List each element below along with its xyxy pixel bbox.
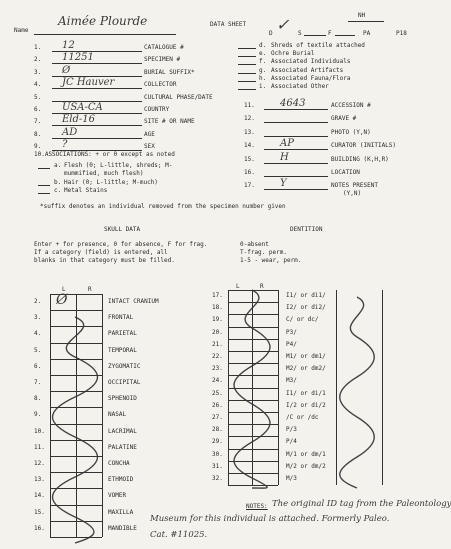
instruction-line-3: blanks in that category must be filled.	[34, 257, 175, 264]
dent-row-label: I/2 or di/2	[286, 401, 326, 409]
skull-row-number: 12.	[34, 460, 45, 467]
instruction-line-2: If a category (field) is entered, all	[34, 249, 168, 256]
name-label: Name	[14, 27, 29, 34]
right-field-label: LOCATION	[331, 169, 360, 176]
dent-grid-row-line	[228, 461, 278, 462]
dent-grid-row-line	[228, 327, 278, 328]
skull-row-label: VOMER	[108, 492, 127, 500]
field-label: SITE # OR NAME	[144, 118, 195, 126]
skull-grid-mid-border	[76, 294, 77, 537]
skull-row-number: 4.	[34, 330, 42, 338]
dent-row-number: 24.	[212, 377, 223, 385]
skull-grid-row-line	[50, 407, 102, 408]
right-field-label-cont: (Y,N)	[343, 190, 362, 198]
nh-label: NH	[358, 12, 366, 19]
field-value: AD	[62, 126, 78, 138]
skull-row-label: ETHMOID	[108, 476, 134, 484]
dent-col-l: L	[236, 283, 240, 290]
assoc-line	[238, 56, 256, 57]
field-value: Eld-16	[62, 114, 96, 126]
skull-grid-row-line	[50, 326, 102, 327]
assoc-item-letter: b.	[54, 179, 62, 186]
dent-grid-row-line	[228, 339, 278, 340]
dent-row-label: P/4	[286, 438, 297, 446]
dentition-title: DENTITION	[290, 226, 323, 233]
right-field-label: BUILDING (K,H,R)	[331, 155, 389, 163]
skull-row-number: 8.	[34, 395, 42, 403]
notes-line-1: The original ID tag from the Paleontology	[272, 499, 451, 509]
skull-row-label: NASAL	[108, 411, 127, 419]
s-label: S	[298, 30, 302, 37]
dent-grid-row-line	[228, 314, 278, 315]
right-field-line	[264, 109, 328, 110]
field-number: 6.	[34, 106, 42, 113]
right-field-value: AP	[280, 138, 294, 150]
dent-code-frag: T-frag. perm.	[240, 249, 287, 256]
skull-row-mark: Ø	[56, 292, 68, 308]
field-label: CULTURAL PHASE/DATE	[144, 93, 213, 101]
assoc-item-line	[38, 193, 50, 194]
dent-row-label: I2/ or di2/	[286, 304, 326, 312]
dent-grid-row-line	[228, 388, 278, 389]
d-label: D	[269, 30, 273, 37]
right-field-label: NOTES PRESENT	[331, 182, 378, 190]
skull-col-r: R	[88, 286, 92, 293]
dentition-scribble-right	[332, 295, 382, 490]
field-value: 11251	[62, 52, 94, 64]
dentition-scribble-left	[228, 288, 278, 490]
assoc-item-letter: c.	[54, 187, 62, 194]
dent-row-number: 21.	[212, 340, 223, 348]
assoc-text: Associated Other	[271, 83, 329, 90]
right-field-value: H	[280, 151, 289, 163]
skull-row-label: MANDIBLE	[108, 524, 137, 532]
dent-grid-row-line	[228, 485, 278, 486]
skull-row-label: CONCHA	[108, 460, 130, 467]
skull-scribble	[50, 315, 100, 545]
dent-grid-row-line	[228, 351, 278, 352]
skull-row-label: ZYGOMATIC	[108, 362, 141, 370]
assoc-letter: d.	[259, 42, 267, 49]
field-value: JC Hauver	[62, 77, 115, 89]
dent-row-number: 27.	[212, 414, 223, 421]
field-number: 4.	[34, 81, 42, 89]
field-number: 9.	[34, 143, 42, 151]
right-field-label: GRAVE #	[331, 115, 357, 123]
dent-grid-row-line	[228, 412, 278, 413]
dent-grid-row-line	[228, 424, 278, 425]
assoc-letter: h.	[259, 74, 267, 82]
skull-row-label: LACRIMAL	[108, 427, 137, 435]
skull-row-label: MAXILLA	[108, 508, 134, 516]
skull-row-number: 2.	[34, 298, 42, 305]
skull-row-label: FRONTAL	[108, 314, 134, 322]
assoc-line	[238, 64, 256, 65]
field-number: 5.	[34, 93, 42, 101]
skull-row-label: PARIETAL	[108, 330, 137, 338]
dent-row-label: P/3	[286, 426, 297, 434]
assoc-item-line	[38, 185, 50, 186]
dent-grid-row-line	[228, 302, 278, 303]
skull-grid-row-line	[50, 359, 102, 360]
data-sheet-title: DATA SHEET	[210, 21, 247, 28]
dent-grid-row-line	[228, 400, 278, 401]
pa-label: PA	[363, 30, 371, 37]
skull-grid-row-line	[50, 343, 102, 344]
assoc-letter: g.	[259, 66, 267, 74]
skull-grid-row-line	[50, 375, 102, 376]
f-label: F	[328, 30, 332, 37]
dent-row-label: M/2 or dm/2	[286, 462, 326, 470]
dent-grid-row-line	[228, 449, 278, 450]
assoc-item-text: Hair (0; L-little; M-much)	[64, 179, 158, 186]
skull-grid-row-line	[50, 391, 102, 392]
right-field-number: 13.	[244, 128, 255, 136]
skull-grid-row-line	[50, 440, 102, 441]
dent-row-label: /C or /dc	[286, 414, 319, 421]
skull-row-number: 7.	[34, 379, 42, 386]
dent-grid-row-line	[228, 363, 278, 364]
dent-row-number: 22.	[212, 353, 223, 360]
skull-row-number: 6.	[34, 362, 42, 370]
dent-row-label: P3/	[286, 328, 297, 336]
right-field-label: CURATOR (INITIALS)	[331, 142, 397, 150]
dent-code-absent: 0-absent	[240, 241, 269, 248]
skull-grid-right-border	[102, 294, 103, 537]
f-line	[335, 35, 355, 36]
name-line	[34, 34, 176, 35]
dent-row-number: 20.	[212, 328, 223, 336]
right-field-line	[264, 189, 328, 190]
right-field-number: 16.	[244, 169, 255, 176]
dent-grid-right-border	[278, 290, 279, 485]
nh-line	[348, 21, 384, 22]
field-label: AGE	[144, 130, 155, 138]
skull-grid-row-line	[50, 310, 102, 311]
skull-row-number: 16.	[34, 524, 45, 532]
field-line	[52, 150, 142, 151]
skull-grid-row-line	[50, 456, 102, 457]
assoc-letter: i.	[259, 83, 267, 90]
assoc-text: Associated Individuals	[271, 58, 351, 66]
dent-row-number: 18.	[212, 304, 223, 312]
right-field-line	[264, 136, 328, 137]
assoc-line	[238, 73, 256, 74]
field-number: 1.	[34, 44, 42, 51]
assoc-letter: f.	[259, 58, 267, 66]
field-number: 8.	[34, 130, 42, 138]
d-checkmark: ✓	[276, 15, 290, 34]
skull-col-l: L	[62, 286, 66, 293]
right-field-line	[264, 176, 328, 177]
dent-row-number: 29.	[212, 438, 223, 446]
s-line	[304, 35, 326, 36]
dent-grid-row-line	[228, 290, 278, 291]
skull-row-label: INTACT CRANIUM	[108, 298, 159, 305]
dent-row-label: M1/ or dm1/	[286, 353, 326, 360]
dent-row-number: 30.	[212, 450, 223, 458]
skull-row-number: 10.	[34, 427, 45, 435]
assoc-item-text-cont: mummified, much flesh)	[64, 170, 144, 177]
dent-row-label: P4/	[286, 340, 297, 348]
field-value: Ø	[62, 64, 71, 76]
assoc-letter: e.	[259, 50, 267, 58]
dent-row-number: 23.	[212, 365, 223, 373]
field-label: COUNTRY	[144, 106, 170, 113]
notes-label: NOTES:	[246, 503, 268, 510]
assoc-text: Associated Artifacts	[271, 66, 344, 74]
dent-code-wear: 1-5 - wear, perm.	[240, 257, 302, 264]
field-label: CATALOGUE #	[144, 44, 184, 51]
dent-row-label: I1/ or di1/	[286, 292, 326, 299]
skull-data-title: SKULL DATA	[104, 226, 141, 233]
dent-row-number: 28.	[212, 426, 223, 434]
skull-grid-row-line	[50, 424, 102, 425]
dent-row-label: M/3	[286, 475, 297, 482]
right-field-label: PHOTO (Y,N)	[331, 128, 371, 136]
dent-row-label: M/1 or dm/1	[286, 450, 326, 458]
skull-grid-left-border	[50, 294, 51, 537]
dent-row-number: 25.	[212, 389, 223, 397]
dent-grid-row-line	[228, 375, 278, 376]
assoc-text: Ochre Burial	[271, 50, 315, 58]
skull-row-number: 5.	[34, 346, 42, 354]
skull-row-number: 13.	[34, 476, 45, 484]
suffix-note: *suffix denotes an individual removed from the specimen number given	[40, 203, 286, 210]
field-label: BURIAL SUFFIX*	[144, 68, 195, 76]
assoc-text: Associated Fauna/Flora	[271, 74, 351, 82]
dent-right-col-left-border	[336, 290, 337, 485]
assoc-line	[238, 48, 256, 49]
dent-row-number: 31.	[212, 462, 223, 470]
assoc-item-line	[38, 168, 50, 169]
dent-row-label: M3/	[286, 377, 297, 385]
right-field-number: 11.	[244, 102, 255, 109]
notes-line-2: Museum for this individual is attached. Formerly Paleo.	[150, 514, 390, 524]
dent-grid-row-line	[228, 436, 278, 437]
skull-row-number: 15.	[34, 508, 45, 516]
assoc-text: Shreds of textile attached	[271, 42, 365, 49]
dent-row-number: 19.	[212, 316, 223, 324]
right-field-line	[264, 149, 328, 150]
dent-row-label: C/ or dc/	[286, 316, 319, 324]
right-field-value: 4643	[280, 98, 306, 109]
skull-row-label: SPHENOID	[108, 395, 137, 403]
page-label: P18	[396, 30, 407, 37]
assoc-item-letter: a.	[54, 162, 62, 169]
assoc-line	[238, 89, 256, 90]
dent-col-r: R	[260, 283, 264, 290]
right-field-number: 12.	[244, 115, 255, 123]
right-field-number: 15.	[244, 155, 255, 163]
field-label: COLLECTOR	[144, 81, 177, 89]
dent-row-number: 17.	[212, 292, 223, 299]
skull-grid-row-line	[50, 537, 102, 538]
assoc-item-text: Flesh (0; L-little, shreds; M-	[64, 162, 173, 169]
field-number: 3.	[34, 68, 42, 76]
right-field-line	[264, 163, 328, 164]
skull-row-label: PALATINE	[108, 443, 137, 451]
field-number: 2.	[34, 56, 42, 64]
notes-line-3: Cat. #11025.	[150, 530, 208, 540]
skull-grid-row-line	[50, 472, 102, 473]
right-field-number: 14.	[244, 142, 255, 150]
assoc-line	[238, 81, 256, 82]
skull-row-label: OCCIPITAL	[108, 379, 141, 386]
skull-grid-row-line	[50, 488, 102, 489]
dent-right-col-right-border	[382, 290, 383, 485]
field-label: SEX	[144, 143, 155, 151]
field-number: 7.	[34, 118, 42, 126]
skull-row-number: 11.	[34, 443, 45, 451]
dent-grid-row-line	[228, 473, 278, 474]
dent-row-label: I1/ or di/1	[286, 389, 326, 397]
right-field-line	[264, 122, 328, 123]
right-field-number: 17.	[244, 182, 255, 190]
associations-header: 10.ASSOCIATIONS: + or 0 except as noted	[34, 151, 175, 158]
instruction-line-1: Enter + for presence, 0 for absence, F for frag.	[34, 241, 208, 248]
right-field-value: Y	[280, 178, 287, 190]
skull-grid-row-line	[50, 521, 102, 522]
skull-row-number: 14.	[34, 492, 45, 500]
dent-row-label: M2/ or dm2/	[286, 365, 326, 373]
field-value: USA-CA	[62, 102, 103, 113]
field-value: ?	[62, 139, 68, 151]
dent-row-number: 26.	[212, 401, 223, 409]
field-value: 12	[62, 40, 75, 51]
skull-row-label: TEMPORAL	[108, 346, 137, 354]
dent-row-number: 32.	[212, 475, 223, 482]
name-value: Aimée Plourde	[58, 14, 148, 28]
skull-row-number: 9.	[34, 411, 42, 419]
skull-grid-row-line	[50, 505, 102, 506]
skull-row-number: 3.	[34, 314, 42, 322]
field-line	[52, 88, 142, 89]
field-label: SPECIMEN #	[144, 56, 181, 64]
assoc-item-text: Metal Stains	[64, 187, 108, 194]
right-field-label: ACCESSION #	[331, 102, 371, 109]
